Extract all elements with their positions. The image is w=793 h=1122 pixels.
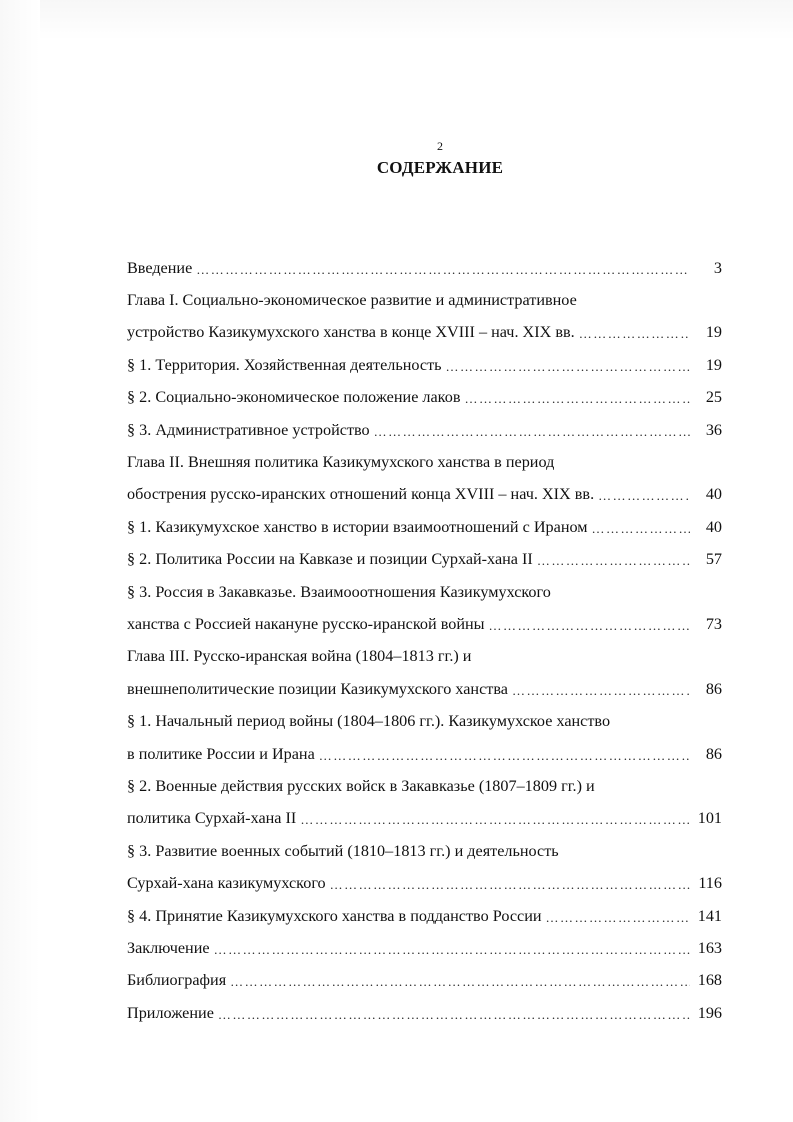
toc-entry [127, 576, 722, 608]
toc-entry-page: 19 [705, 355, 722, 374]
toc-entry [127, 835, 722, 867]
toc-entry-page: 40 [705, 517, 722, 536]
toc-entry-page: 86 [705, 679, 722, 698]
toc-entry [127, 349, 722, 381]
toc-entry [127, 284, 722, 316]
toc-entry [127, 738, 722, 770]
table-of-contents [127, 252, 722, 1029]
scan-shadow-top [0, 0, 793, 40]
toc-entry-text: § 2. Военные действия русских войск в Закавказье (1807–1809 гг.) и [127, 776, 595, 795]
toc-entry-text: § 1. Казикумухское ханство в истории взаимоотношений с Ираном [127, 517, 588, 536]
dot-leader [592, 518, 690, 537]
toc-entry [127, 608, 722, 640]
toc-entry-page: 141 [697, 906, 722, 925]
toc-entry [127, 544, 722, 576]
toc-entry-page: 86 [705, 744, 722, 763]
dot-leader [598, 485, 690, 504]
toc-entry [127, 705, 722, 737]
toc-entry [127, 252, 722, 284]
toc-entry-page: 101 [697, 809, 722, 828]
dot-leader [330, 874, 690, 893]
toc-entry-text: в политике России и Ирана [127, 744, 315, 763]
toc-entry-text: Глава I. Социально-экономическое развитие и административное [127, 291, 577, 310]
toc-entry-text: § 3. Развитие военных событий (1810–1813 гг.) и деятельность [127, 841, 559, 860]
toc-entry [127, 965, 722, 997]
dot-leader [537, 550, 690, 569]
toc-entry [127, 997, 722, 1029]
toc-entry-text: Сурхай-хана казикумухского [127, 874, 326, 893]
dot-leader [319, 745, 690, 764]
toc-entry-page: 196 [697, 1003, 722, 1022]
toc-entry-text: Приложение [127, 1003, 214, 1022]
dot-leader [446, 356, 690, 375]
dot-leader [579, 323, 690, 342]
dot-leader [196, 259, 690, 278]
toc-entry-page: 73 [705, 614, 722, 633]
toc-entry-text: Глава III. Русско-иранская война (1804–1813 гг.) и [127, 647, 472, 666]
toc-entry [127, 641, 722, 673]
toc-entry-text: обострения русско-иранских отношений конца XVIII – нач. XIX вв. [127, 485, 595, 504]
toc-entry-page: 19 [705, 323, 722, 342]
toc-entry-page: 36 [705, 420, 722, 439]
toc-entry-page: 40 [705, 485, 722, 504]
toc-entry-text: политика Сурхай-хана II [127, 809, 297, 828]
toc-entry-text: устройство Казикумухского ханства в конце XVIII – нач. XIX вв. [127, 323, 575, 342]
toc-entry [127, 479, 722, 511]
toc-entry-text: § 1. Начальный период войны (1804–1806 гг.). Казикумухское ханство [127, 712, 611, 731]
toc-entry-text: ханства с Россией накануне русско-иранской войны [127, 614, 485, 633]
toc-entry [127, 900, 722, 932]
toc-entry-text: Введение [127, 258, 193, 277]
toc-entry [127, 803, 722, 835]
toc-entry-text: § 3. Россия в Закавказье. Взаимооотношения Казикумухского [127, 582, 551, 601]
toc-entry-text: внешнеполитические позиции Казикумухского ханства [127, 679, 508, 698]
toc-entry [127, 511, 722, 543]
toc-entry-text: § 3. Административное устройство [127, 420, 370, 439]
toc-entry [127, 770, 722, 802]
toc-entry [127, 867, 722, 899]
toc-entry-text: Библиография [127, 971, 227, 990]
toc-entry-page: 57 [705, 550, 722, 569]
dot-leader [489, 615, 690, 634]
dot-leader [464, 388, 690, 407]
dot-leader [374, 421, 690, 440]
toc-entry [127, 446, 722, 478]
toc-entry-page: 116 [698, 874, 722, 893]
page-number: 2 [437, 139, 443, 153]
toc-entry-text: § 1. Территория. Хозяйственная деятельность [127, 355, 442, 374]
toc-entry-text: Глава II. Внешняя политика Казикумухского ханства в период [127, 453, 555, 472]
toc-entry-text: § 2. Социально-экономическое положение лаков [127, 388, 461, 407]
toc-entry [127, 932, 722, 964]
dot-leader [512, 680, 690, 699]
toc-entry-text: Заключение [127, 938, 210, 957]
toc-entry [127, 673, 722, 705]
toc-entry-page: 163 [697, 938, 722, 957]
toc-entry-page: 168 [697, 971, 722, 990]
toc-entry [127, 382, 722, 414]
dot-leader [300, 809, 690, 828]
toc-entry-text: § 4. Принятие Казикумухского ханства в подданство России [127, 906, 542, 925]
toc-entry [127, 414, 722, 446]
toc-entry [127, 317, 722, 349]
page-title: СОДЕРЖАНИЕ [376, 158, 504, 177]
dot-leader [546, 907, 690, 926]
toc-entry-page: 25 [705, 388, 722, 407]
dot-leader [214, 939, 690, 958]
dot-leader [218, 1004, 690, 1023]
toc-entry-text: § 2. Политика России на Кавказе и позиции Сурхай-хана II [127, 550, 533, 569]
dot-leader [230, 971, 690, 990]
toc-entry-page: 3 [713, 258, 722, 277]
